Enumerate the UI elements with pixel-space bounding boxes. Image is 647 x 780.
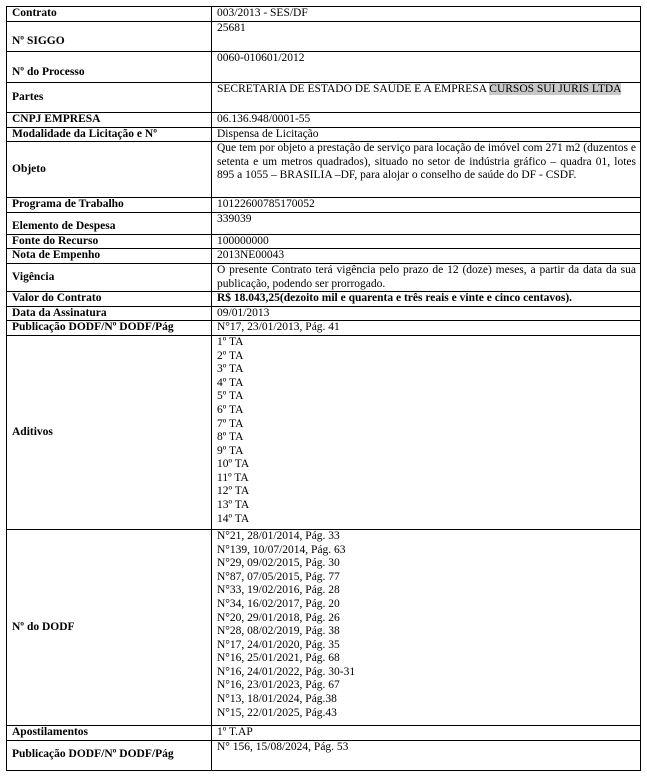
value-elemento: 339039 xyxy=(212,212,641,234)
dodf-item: N°16, 25/01/2021, Pág. 68 xyxy=(217,652,340,665)
label-fonte: Fonte do Recurso xyxy=(7,234,212,249)
aditivo-item: 10º TA xyxy=(217,458,250,471)
dodf-item: N°21, 28/01/2014, Pág. 33 xyxy=(217,529,340,542)
label-assinatura: Data da Assinatura xyxy=(7,306,212,321)
value-objeto: Que tem por objeto a prestação de serviço para locação de imóvel com 271 m2 (duzentos e setenta e um metros quadrados), situado no setor de indústria gráfico – quadra 01, lotes 895 a 1055 – BRASILIA –DF, para alojar o conselho de saúde do DF - CSDF. xyxy=(212,142,641,198)
label-publicacao: Publicação DODF/Nº DODF/Pág xyxy=(7,321,212,336)
partes-highlight: CURSOS SUI JURIS LTDA xyxy=(489,83,622,95)
value-apostilamentos: 1º T.AP xyxy=(212,725,641,740)
value-fonte: 100000000 xyxy=(212,234,641,249)
row-programa xyxy=(7,198,641,213)
value-processo: 0060-010601/2012 xyxy=(212,52,641,83)
label-empenho: Nota de Empenho xyxy=(7,249,212,264)
aditivo-item: 9º TA xyxy=(217,444,244,457)
value-publicacao2: N° 156, 15/08/2024, Pág. 53 xyxy=(212,740,641,770)
row-dodf xyxy=(7,529,641,725)
aditivo-item: 5º TA xyxy=(217,390,244,403)
label-partes: Partes xyxy=(7,83,212,113)
dodf-item: N°16, 23/01/2023, Pág. 67 xyxy=(217,679,340,692)
contract-table xyxy=(6,6,641,771)
row-apostilamentos xyxy=(7,725,641,740)
dodf-item: N°20, 29/01/2018, Pág. 26 xyxy=(217,611,340,624)
row-elemento xyxy=(7,212,641,234)
value-modalidade: Dispensa de Licitação xyxy=(212,127,641,142)
label-cnpj: CNPJ EMPRESA xyxy=(7,113,212,128)
row-cnpj xyxy=(7,113,641,128)
value-publicacao: N°17, 23/01/2013, Pág. 41 xyxy=(212,321,641,336)
value-siggo: 25681 xyxy=(212,22,641,52)
dodf-item: N°15, 22/01/2025, Pág.43 xyxy=(217,706,337,719)
label-publicacao2: Publicação DODF/Nº DODF/Pág xyxy=(7,740,212,770)
value-aditivos xyxy=(212,335,641,529)
dodf-item: N°13, 18/01/2024, Pág.38 xyxy=(217,693,337,706)
dodf-item: N°33, 19/02/2016, Pág. 28 xyxy=(217,584,340,597)
row-objeto xyxy=(7,142,641,198)
aditivo-item: 3º TA xyxy=(217,363,244,376)
label-elemento: Elemento de Despesa xyxy=(7,212,212,234)
row-assinatura xyxy=(7,306,641,321)
dodf-item: N°139, 10/07/2014, Pág. 63 xyxy=(217,543,346,556)
row-valor xyxy=(7,292,641,307)
value-valor: R$ 18.043,25(dezoito mil e quarenta e três reais e vinte e cinco centavos). xyxy=(212,292,641,307)
aditivo-item: 6º TA xyxy=(217,403,244,416)
label-programa: Programa de Trabalho xyxy=(7,198,212,213)
value-programa: 10122600785170052 xyxy=(212,198,641,213)
dodf-item: N°34, 16/02/2017, Pág. 20 xyxy=(217,597,340,610)
aditivo-item: 2º TA xyxy=(217,349,244,362)
label-aditivos: Aditivos xyxy=(7,335,212,529)
label-valor: Valor do Contrato xyxy=(7,292,212,307)
row-partes xyxy=(7,83,641,113)
value-assinatura: 09/01/2013 xyxy=(212,306,641,321)
aditivo-item: 1º TA xyxy=(217,335,244,348)
partes-text: SECRETARIA DE ESTADO DE SAÚDE E A EMPRESA xyxy=(217,83,490,95)
value-empenho: 2013NE00043 xyxy=(212,249,641,264)
row-empenho xyxy=(7,249,641,264)
value-vigencia: O presente Contrato terá vigência pelo prazo de 12 (doze) meses, a partir da data da sua publicação, podendo ser prorrogado. xyxy=(212,263,641,291)
value-contrato: 003/2013 - SES/DF xyxy=(212,7,641,22)
row-publicacao2 xyxy=(7,740,641,770)
row-vigencia xyxy=(7,263,641,291)
aditivo-item: 4º TA xyxy=(217,376,244,389)
value-partes xyxy=(212,83,641,113)
value-cnpj: 06.136.948/0001-55 xyxy=(212,113,641,128)
aditivo-item: 13º TA xyxy=(217,499,250,512)
row-modalidade xyxy=(7,127,641,142)
dodf-item: N°29, 09/02/2015, Pág. 30 xyxy=(217,557,340,570)
dodf-item: N°87, 07/05/2015, Pág. 77 xyxy=(217,570,340,583)
label-apostilamentos: Apostilamentos xyxy=(7,725,212,740)
label-siggo: Nº SIGGO xyxy=(7,22,212,52)
aditivo-item: 14º TA xyxy=(217,512,250,525)
aditivo-item: 7º TA xyxy=(217,417,244,430)
row-processo xyxy=(7,52,641,83)
dodf-item: N°28, 08/02/2019, Pág. 38 xyxy=(217,625,340,638)
aditivo-item: 8º TA xyxy=(217,431,244,444)
value-dodf xyxy=(212,529,641,725)
row-aditivos xyxy=(7,335,641,529)
label-vigencia: Vigência xyxy=(7,263,212,291)
row-contrato xyxy=(7,7,641,22)
aditivo-item: 12º TA xyxy=(217,485,250,498)
label-modalidade: Modalidade da Licitação e Nº xyxy=(7,127,212,142)
label-dodf: Nº do DODF xyxy=(7,529,212,725)
row-publicacao xyxy=(7,321,641,336)
row-siggo xyxy=(7,22,641,52)
label-contrato: Contrato xyxy=(7,7,212,22)
aditivo-item: 11º TA xyxy=(217,471,249,484)
label-objeto: Objeto xyxy=(7,142,212,198)
row-fonte xyxy=(7,234,641,249)
dodf-item: N°16, 24/01/2022, Pág. 30-31 xyxy=(217,665,356,678)
dodf-item: N°17, 24/01/2020, Pág. 35 xyxy=(217,638,340,651)
label-processo: Nº do Processo xyxy=(7,52,212,83)
contract-document xyxy=(6,6,641,771)
